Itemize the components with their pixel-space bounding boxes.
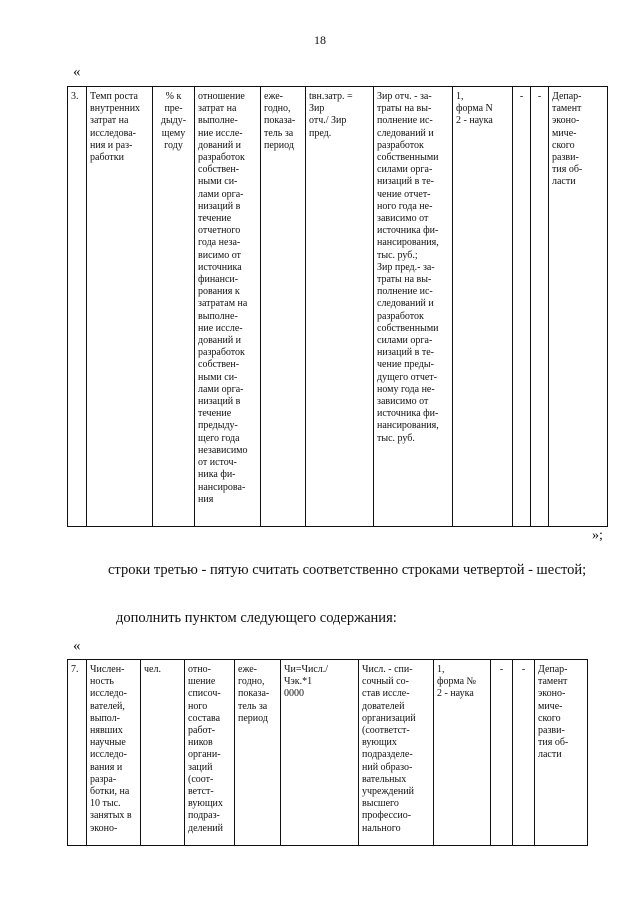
cell-periodicity: еже- годно, показа- тель за период [261, 87, 306, 527]
opening-quote: « [73, 64, 81, 80]
closing-quote: »; [592, 528, 603, 543]
cell-definition: отношение затрат на выполне- ние иссле- дований и разработок собствен- ными си- лами орга- низаций в течение отчетного года неза- висимо от источника финанси- рования к затратам на выполне- ние иссле- дований и разработок собствен- ными си- лами орга- низаций в течение предыду- щего года независимо от источ- ника фи- нансирова- ния [195, 87, 261, 527]
cell-responsible: Депар- тамент эконо- миче- ского разви- тия об- ласти [549, 87, 608, 527]
opening-quote-2: « [73, 638, 81, 654]
page-number: 18 [314, 33, 326, 47]
cell-indicator-name: Темп роста внутренних затрат на исследова- ния и раз- работки [87, 87, 153, 527]
cell-row-number: 3. [68, 87, 87, 527]
cell-source: 1, форма № 2 - наука [434, 660, 491, 846]
cell-dash-2: - [531, 87, 549, 527]
cell-unit: чел. [141, 660, 185, 846]
cell-periodicity: еже- годно, показа- тель за период [235, 660, 281, 846]
cell-indicator-name: Числен- ность исследо- вателей, выпол- нявших научные исследо- вания и разра- ботки, на 10 тыс. занятых в эконо- [87, 660, 141, 846]
cell-formula: Чи=Числ./Чэк.*1 0000 [281, 660, 359, 846]
cell-responsible: Депар- тамент эконо- миче- ского разви- тия об- ласти [535, 660, 588, 846]
paragraph-add-item: дополнить пунктом следующего содержания: [116, 610, 397, 626]
cell-source: 1, форма N 2 - наука [453, 87, 513, 527]
indicator-table-row-7 [67, 659, 588, 846]
cell-formula: tвн.затр. = Зир отч./ Зир пред. [306, 87, 374, 527]
cell-dash-1: - [491, 660, 513, 846]
cell-dash-2: - [513, 660, 535, 846]
cell-unit: % к пре- дыду- щему году [153, 87, 195, 527]
cell-definition: отно- шение списоч- ного состава работ- ников органи- заций (соот- ветст- вующих подраз- делений [185, 660, 235, 846]
indicator-table-row-3 [67, 86, 608, 527]
cell-row-number: 7. [68, 660, 87, 846]
paragraph-renumber: строки третью - пятую считать соответственно строками четвертой - шестой; [108, 562, 587, 578]
cell-variables: Зир отч. - за- траты на вы- полнение ис- следований и разработок собственными силами орга- низаций в те- чение отчет- ного года не- зависимо от источника фи- нансирования, тыс. руб.; Зир пред.- за- траты на вы- полнение ис- следований и разработок собственными силами орга- низаций в те- чение преды- дущего отчет- ному года не- зависимо от источника фи- нансирования, тыс. руб. [374, 87, 453, 527]
cell-dash-1: - [513, 87, 531, 527]
cell-variables: Числ. - спи- сочный со- став иссле- дователей организаций (соответст- вующих подразделе- ний образо- вательных учреждений высшего профессио- нального [359, 660, 434, 846]
